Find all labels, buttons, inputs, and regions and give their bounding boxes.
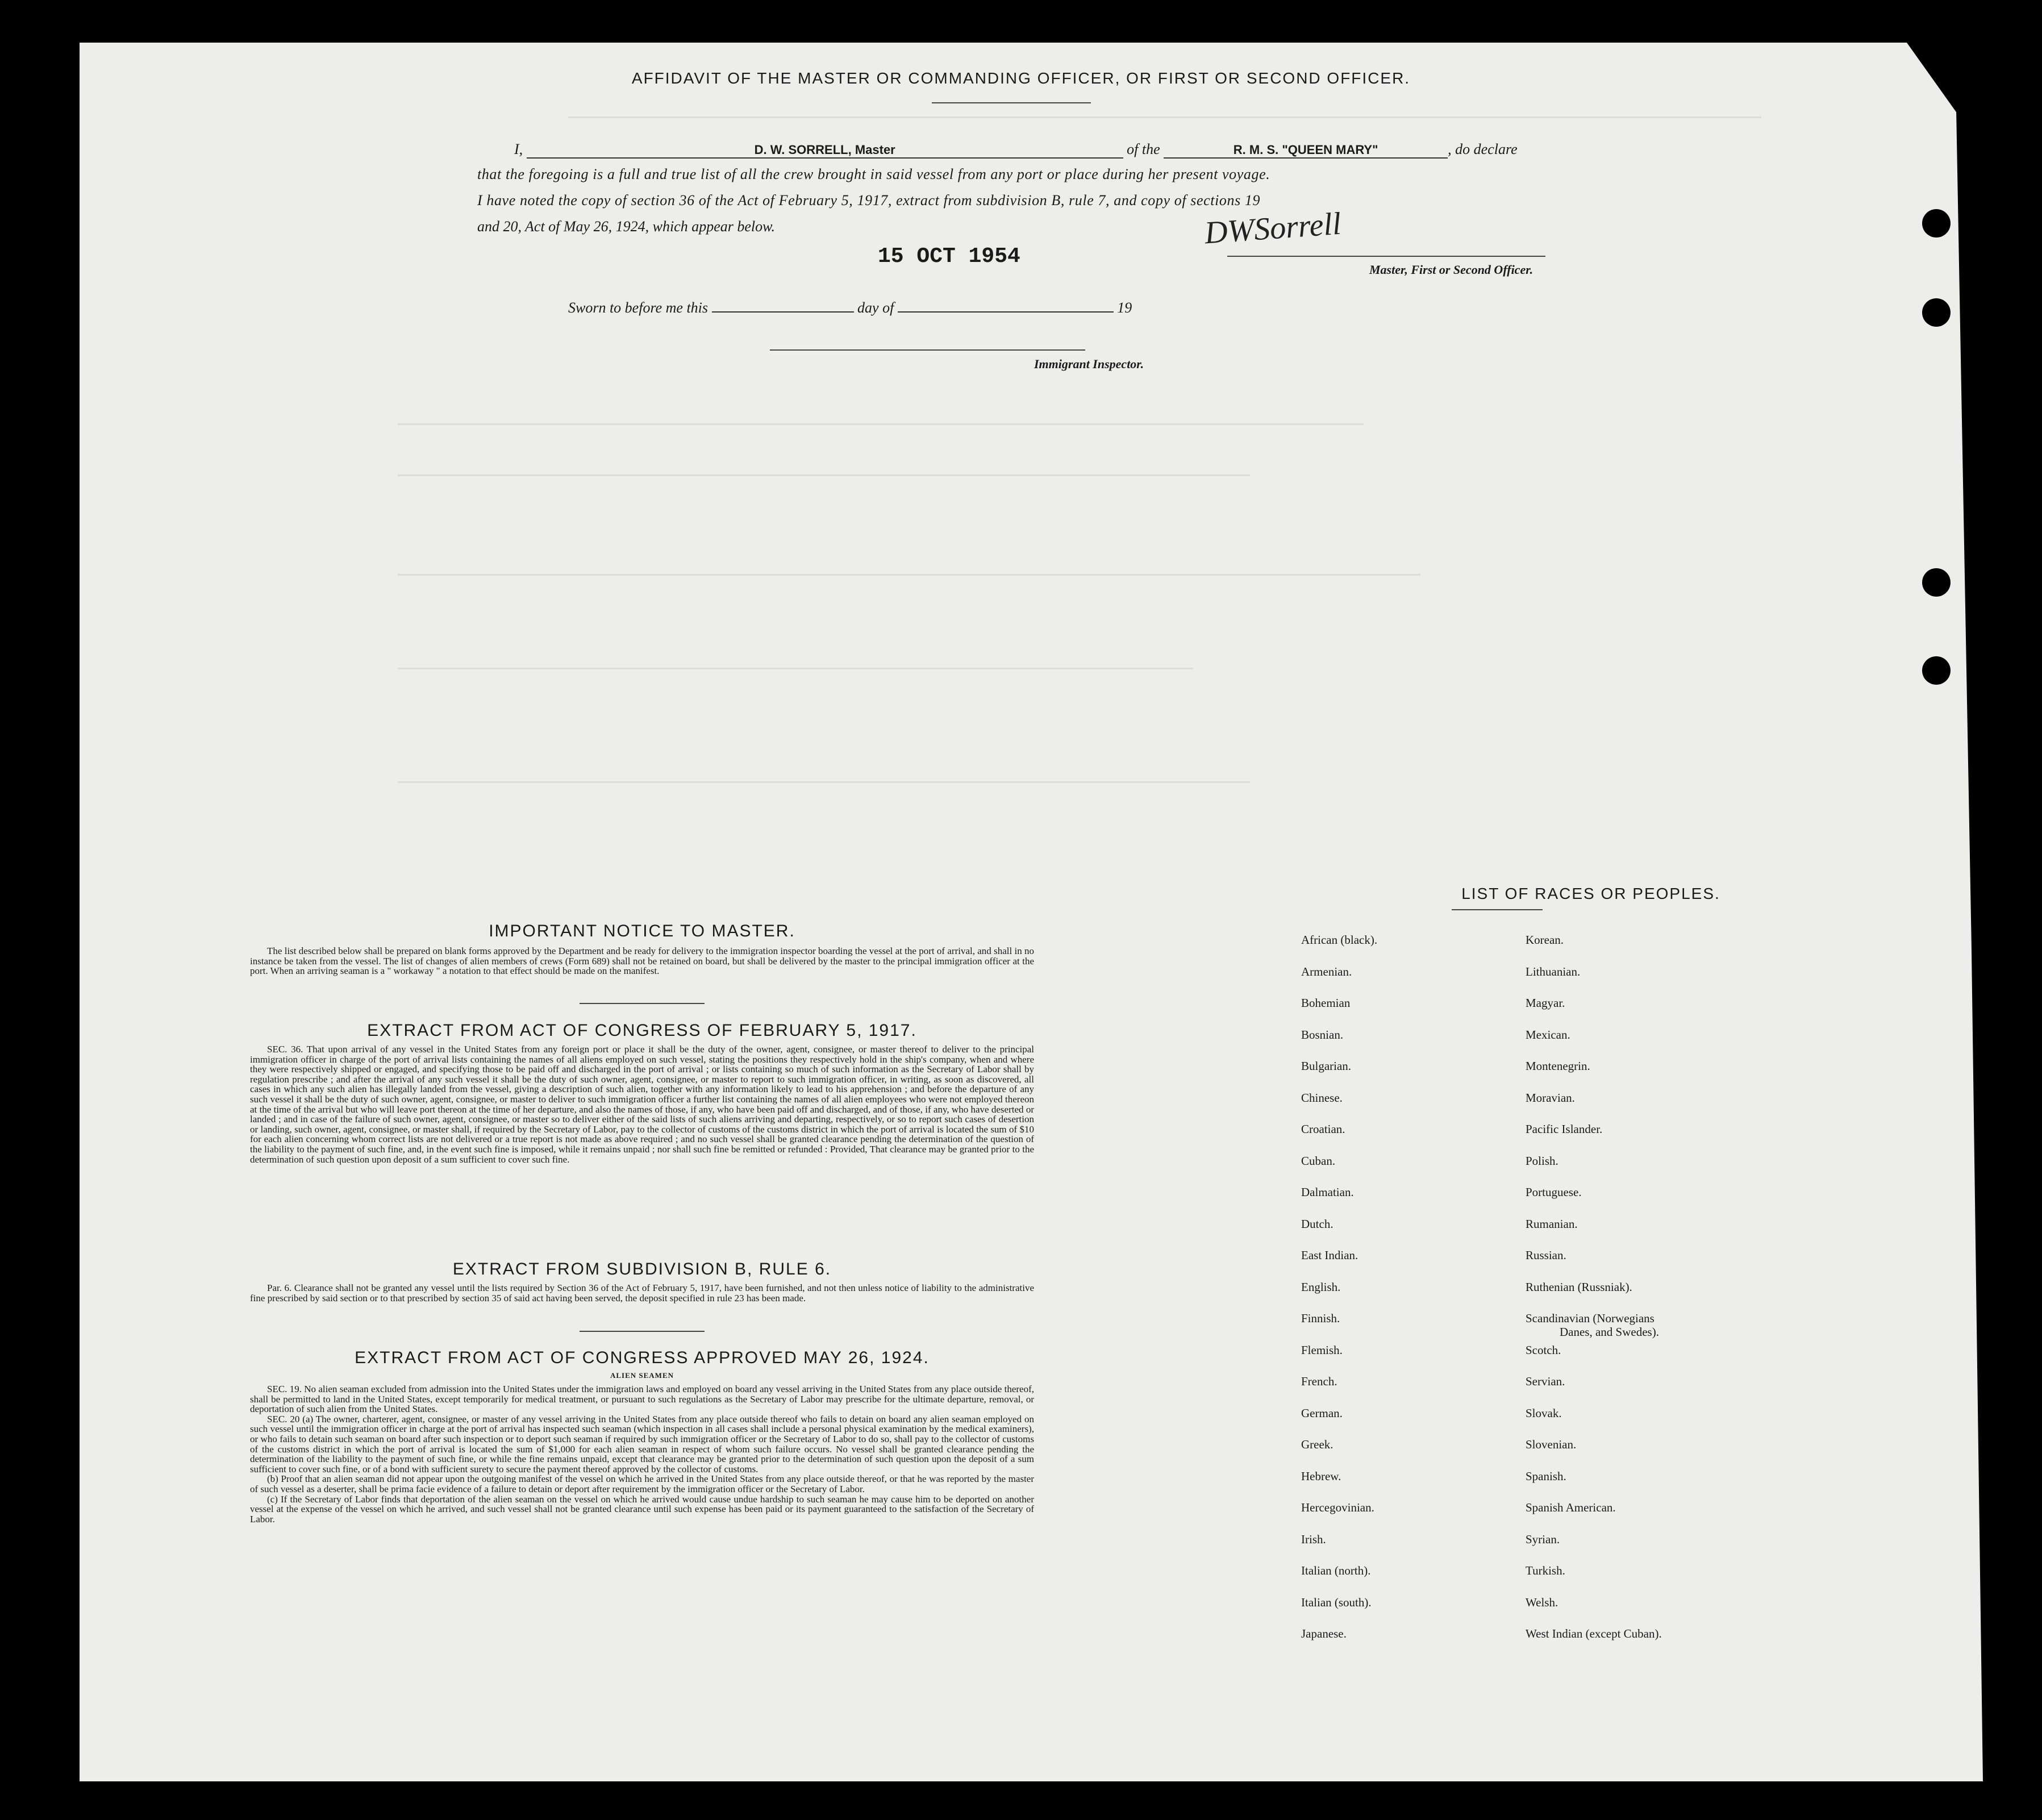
punch-hole	[1922, 568, 1951, 597]
year-prefix: 19	[1117, 299, 1132, 316]
race-item: Flemish.	[1301, 1343, 1343, 1357]
extract-1924-title: EXTRACT FROM ACT OF CONGRESS APPROVED MAY 26, 1924.	[355, 1348, 930, 1367]
race-item: Japanese.	[1301, 1627, 1347, 1640]
divider	[580, 1331, 705, 1332]
day-of-label: day of	[857, 299, 894, 316]
race-item: Portuguese.	[1526, 1185, 1582, 1199]
affidavit-body-1: that the foregoing is a full and true list of all the crew brought in said vessel from any port or place during her present voyage.	[477, 166, 1270, 182]
date-stamp: 15 OCT 1954	[878, 244, 1020, 269]
race-item: Spanish.	[1526, 1469, 1566, 1483]
races-right-column	[1526, 933, 1662, 1659]
sec-19-text: SEC. 19. No alien seaman excluded from admission into the United States under the immigration laws and employed on board any vessel arriving in the United States from any place outside thereof, shall be permitted to land in the United States, except temporarily for medical treatment, or pursuant to such regulations as the Secretary of Labor may prescribe for the ultimate departure, removal, or deportation of such alien from the United States.	[250, 1384, 1034, 1415]
race-item: West Indian (except Cuban).	[1526, 1627, 1662, 1640]
race-item: Russian.	[1526, 1248, 1566, 1262]
race-item: Montenegrin.	[1526, 1059, 1590, 1073]
races-divider	[1452, 909, 1543, 910]
race-item: Dutch.	[1301, 1217, 1333, 1231]
race-item-line: Scandinavian (Norwegians	[1526, 1311, 1655, 1325]
race-item: German.	[1301, 1406, 1343, 1420]
race-item: Italian (north).	[1301, 1564, 1371, 1577]
punch-hole	[1922, 209, 1951, 238]
of-the-label: of the	[1127, 141, 1160, 157]
race-item: Hebrew.	[1301, 1469, 1341, 1483]
race-item: Bosnian.	[1301, 1027, 1344, 1042]
inspector-caption: Immigrant Inspector.	[1034, 357, 1144, 371]
affidavit-body-3: and 20, Act of May 26, 1924, which appear below.	[477, 218, 776, 235]
race-item: African (black).	[1301, 933, 1378, 947]
race-item: Spanish American.	[1526, 1501, 1616, 1514]
races-left-column	[1301, 933, 1377, 1659]
divider	[580, 1003, 705, 1004]
race-item-scandinavian	[1526, 1311, 1662, 1343]
extract-1917-block	[250, 1044, 1034, 1164]
inspector-line	[770, 349, 1085, 351]
race-item: Bulgarian.	[1301, 1059, 1352, 1073]
affidavit-line1	[514, 141, 1518, 159]
race-item-continued: Danes, and Swedes).	[1560, 1325, 1659, 1339]
race-item: Polish.	[1526, 1153, 1558, 1168]
sworn-line	[568, 299, 1132, 316]
races-title: LIST OF RACES OR PEOPLES.	[1461, 885, 1720, 902]
signature-line	[1227, 256, 1545, 257]
race-item: Scotch.	[1526, 1343, 1561, 1357]
race-item: Servian.	[1526, 1375, 1565, 1388]
race-item: Rumanian.	[1526, 1217, 1578, 1231]
vessel-name: R. M. S. "QUEEN MARY"	[1233, 143, 1378, 157]
race-item: Irish.	[1301, 1532, 1326, 1546]
race-item: Bohemian	[1301, 996, 1351, 1010]
race-item: Ruthenian (Russniak).	[1526, 1280, 1632, 1294]
race-item: Mexican.	[1526, 1027, 1570, 1042]
race-item: Pacific Islander.	[1526, 1122, 1603, 1136]
race-item: Armenian.	[1301, 964, 1352, 978]
race-item: Korean.	[1526, 933, 1564, 947]
race-item: Dalmatian.	[1301, 1185, 1354, 1199]
sec-20c-text: (c) If the Secretary of Labor finds that deportation of the alien seaman on the vessel on which he arrived would cause undue hardship to such seaman he may cause him to be deported on another vessel at the expense of the vessel on which he arrived, and such vessel shall not be granted clearance until such expense has been paid or its payment guaranteed to the satisfaction of the Secretary of Labor.	[250, 1493, 1034, 1525]
race-item: Italian (south).	[1301, 1595, 1372, 1609]
sworn-label: Sworn to before me this	[568, 299, 709, 316]
subdivision-title: EXTRACT FROM SUBDIVISION B, RULE 6.	[452, 1260, 832, 1278]
notice-text: The list described below shall be prepared on blank forms approved by the Department and be ready for delivery to the immigration inspector boarding the vessel at the port of arrival, and shall in no instance be taken from the vessel. The list of changes of alien members of crews (Form 689) shall not be retained on board, but shall be delivered by the master to the principal immigration officer at the port. When an arriving seaman is a " workaway " a notation to that effect should be made on the manifest.	[250, 946, 1034, 977]
punch-hole	[1922, 656, 1951, 685]
officer-name: D. W. SORRELL, Master	[754, 143, 895, 157]
affidavit-title: AFFIDAVIT OF THE MASTER OR COMMANDING OFFICER, OR FIRST OR SECOND OFFICER.	[631, 69, 1411, 87]
race-item: Cuban.	[1301, 1153, 1336, 1168]
subdivision-text: Par. 6. Clearance shall not be granted any vessel until the lists required by Section 36 of the Act of February 5, 1917, have been furnished, and not then unless notice of liability to the administrative fine prescribed by said section or to that prescribed by section 35 of said act having been served, the deposit specified in rule 23 has been made.	[250, 1282, 1034, 1303]
title-divider	[932, 102, 1091, 103]
race-item: Lithuanian.	[1526, 964, 1581, 978]
subdivision-block	[250, 1283, 1034, 1303]
race-item: Slovenian.	[1526, 1438, 1577, 1451]
punch-hole	[1922, 298, 1951, 327]
alien-seamen-subtitle: ALIEN SEAMEN	[610, 1371, 674, 1380]
race-item: Chinese.	[1301, 1090, 1343, 1105]
race-item: English.	[1301, 1280, 1341, 1294]
race-item: Hercegovinian.	[1301, 1501, 1374, 1514]
race-item: Turkish.	[1526, 1564, 1565, 1577]
race-item: Slovak.	[1526, 1406, 1562, 1420]
race-item: Greek.	[1301, 1438, 1333, 1451]
affidavit-body-2: I have noted the copy of section 36 of the Act of February 5, 1917, extract from subdivision B, rule 7, and copy of sections 19	[477, 192, 1261, 209]
extract-1917-title: EXTRACT FROM ACT OF CONGRESS OF FEBRUARY 5, 1917.	[367, 1021, 917, 1040]
notice-title: IMPORTANT NOTICE TO MASTER.	[489, 922, 795, 940]
notice-block	[250, 946, 1034, 976]
signature: DWSorrell	[1203, 206, 1343, 251]
race-item: Syrian.	[1526, 1532, 1560, 1546]
race-item: Croatian.	[1301, 1122, 1345, 1136]
race-item: East Indian.	[1301, 1248, 1358, 1262]
race-item: Welsh.	[1526, 1595, 1558, 1609]
race-item: Finnish.	[1301, 1311, 1340, 1325]
race-item: Magyar.	[1526, 996, 1565, 1010]
do-declare-label: , do declare	[1448, 141, 1518, 157]
race-item: Moravian.	[1526, 1090, 1575, 1105]
i-label: I,	[514, 141, 523, 157]
extract-1924-block	[250, 1384, 1034, 1524]
sec-20a-text: SEC. 20 (a) The owner, charterer, agent, consignee, or master of any vessel arriving in the United States from any place outside thereof who fails to detain on board any alien seaman employed on such vessel until the immigration officer in charge at the port of arrival has inspected such seaman (which inspection in all cases shall include a personal physical examination by the medical examiners), or who fails to detain such seaman on board after such inspection or to deport such seaman if required by such immigration officer or the Secretary of Labor to do so, shall pay to the collector of customs of the customs district in which the port of arrival is located the sum of $1,000 for each alien seaman in respect of whom such failure occurs. No vessel shall be granted clearance pending the determination of the liability to the payment of such fine, or while the fine remains unpaid, except that clearance may be granted prior to the determination of such question upon the deposit of a sum sufficient to cover such fine, or of a bond with sufficient surety to secure the payment thereof approved by the collector of customs.	[250, 1413, 1034, 1475]
extract-1917-text: SEC. 36. That upon arrival of any vessel in the United States from any foreign port or place it shall be the duty of the owner, agent, consignee, or master thereof to deliver to the principal immigration officer in charge of the port of arrival lists containing the names of all aliens employed on such vessel, stating the positions they respectively hold in the ship's company, when and where they were respectively shipped or engaged, and specifying those to be paid off and discharged in the port of arrival ; or lists containing so much of such information as the Secretary of Labor shall by regulation prescribe ; and after the arrival of any such vessel it shall be the duty of such owner, agent, consignee, or master to report to such immigration officer, in writing, as soon as discovered, all cases in which any such alien has illegally landed from the vessel, giving a description of such alien, together with any information likely to lead to his apprehension ; and before the departure of any such vessel it shall be the duty of such owner, agent, consignee, or master to deliver to such immigration officer a further list containing the names of all alien employees who were not employed thereon at the time of the arrival but who will leave port thereon at the time of her departure, and also the names of those, if any, who have been paid off and discharged, and of those, if any, who have deserted or landed ; and in case of the failure of such owner, agent, consignee, or master so to deliver either of the said lists of such aliens arriving and departing, respectively, or so to report such cases of desertion or landing, such owner, agent, consignee, or master shall, if required by the Secretary of Labor, pay to the collector of customs of the customs district in which the port of arrival is located the sum of $10 for each alien concerning whom correct lists are not delivered or a true report is not made as above required ; and no such vessel shall be granted clearance pending the determination of the question of the liability to the payment of such fine, and, in the event such fine is imposed, while it remains unpaid ; nor shall such fine be remitted or refunded : Provided, That clearance may be granted prior to the determination of such question upon deposit of a sum sufficient to cover such fine.	[250, 1044, 1034, 1165]
sec-20b-text: (b) Proof that an alien seaman did not appear upon the outgoing manifest of the vessel on which he arrived in the United States from any place outside thereof, or that he was reported by the master of such vessel as a deserter, shall be prima facie evidence of a failure to detain or deport after requirement by the immigration officer or the Secretary of Labor.	[250, 1473, 1034, 1494]
race-item: French.	[1301, 1375, 1337, 1388]
signature-caption: Master, First or Second Officer.	[1369, 263, 1533, 277]
